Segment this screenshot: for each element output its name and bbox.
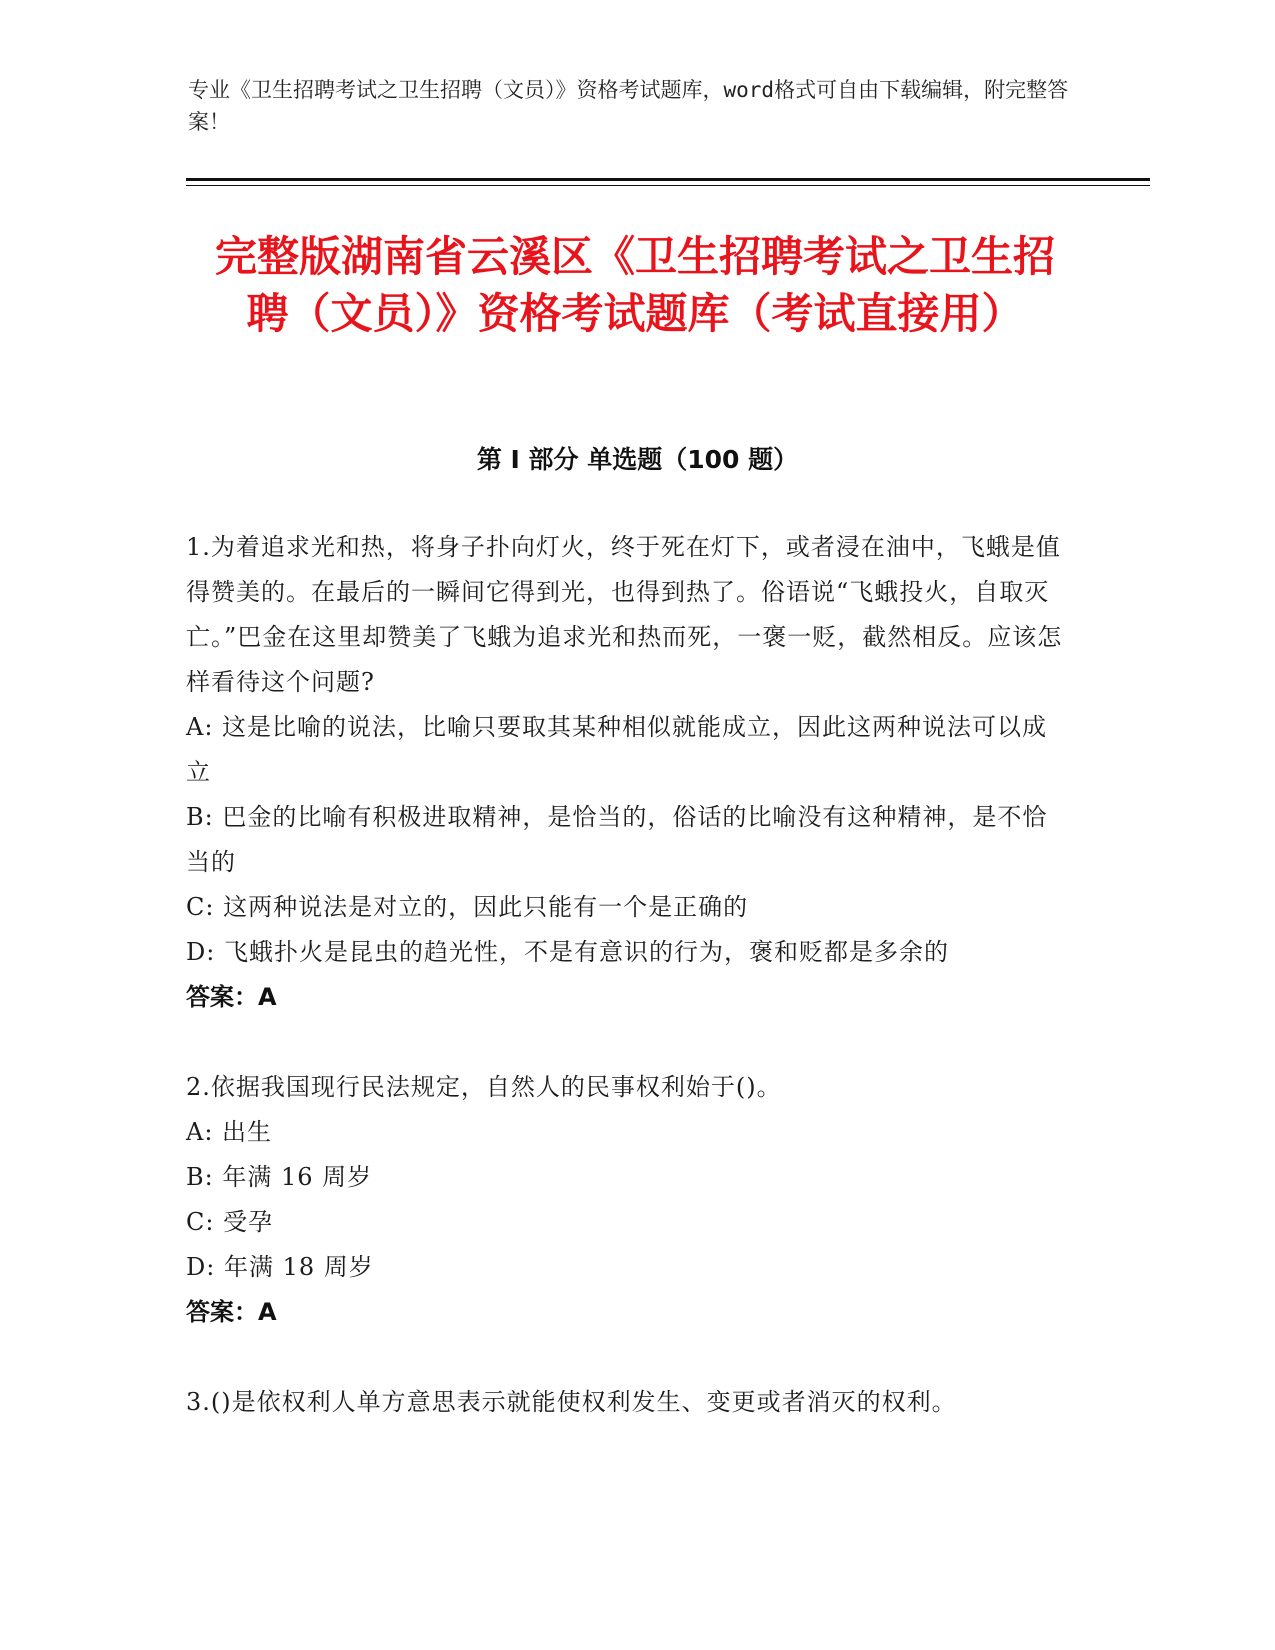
option-b: B: 巴金的比喻有积极进取精神，是恰当的，俗话的比喻没有这种精神，是不恰当的 bbox=[186, 803, 1048, 876]
option-a: A: 出生 bbox=[186, 1118, 273, 1146]
option-c: C: 这两种说法是对立的，因此只能有一个是正确的 bbox=[186, 893, 749, 921]
document-title: 完整版湖南省云溪区《卫生招聘考试之卫生招聘（文员）》资格考试题库（考试直接用） bbox=[214, 232, 1055, 338]
question-stem: 3.()是依权利人单方意思表示就能使权利发生、变更或者消灭的权利。 bbox=[186, 1388, 957, 1416]
header-divider-thick bbox=[186, 178, 1150, 181]
question-stem: 1.为着追求光和热，将身子扑向灯火，终于死在灯下，或者浸在油中，飞蛾是值得赞美的。在最后的一瞬间它得到光，也得到热了。俗语说“飞蛾投火，自取灭亡。”巴金在这里却赞美了飞蛾为追求光和热而死，一褒一贬，截然相反。应该怎样看待这个问题? bbox=[186, 533, 1063, 696]
answer-label: 答案：A bbox=[186, 983, 277, 1011]
question-1 bbox=[186, 525, 1066, 1020]
header-note: 专业《卫生招聘考试之卫生招聘（文员）》资格考试题库，word格式可自由下载编辑，附完整答案！ bbox=[188, 78, 1069, 134]
question-3 bbox=[186, 1380, 1066, 1425]
option-c: C: 受孕 bbox=[186, 1208, 274, 1236]
option-a: A: 这是比喻的说法，比喻只要取其某种相似就能成立，因此这两种说法可以成立 bbox=[186, 713, 1048, 786]
question-list bbox=[186, 525, 1066, 1470]
option-b: B: 年满 16 周岁 bbox=[186, 1163, 373, 1191]
option-d: D: 年满 18 周岁 bbox=[186, 1253, 374, 1281]
header-divider-thin bbox=[186, 185, 1150, 186]
question-2 bbox=[186, 1065, 1066, 1335]
question-stem: 2.依据我国现行民法规定，自然人的民事权利始于()。 bbox=[186, 1073, 782, 1101]
option-d: D: 飞蛾扑火是昆虫的趋光性，不是有意识的行为，褒和贬都是多余的 bbox=[186, 938, 949, 966]
section-heading: 第 I 部分 单选题（100 题） bbox=[476, 445, 799, 474]
answer-label: 答案：A bbox=[186, 1298, 277, 1326]
